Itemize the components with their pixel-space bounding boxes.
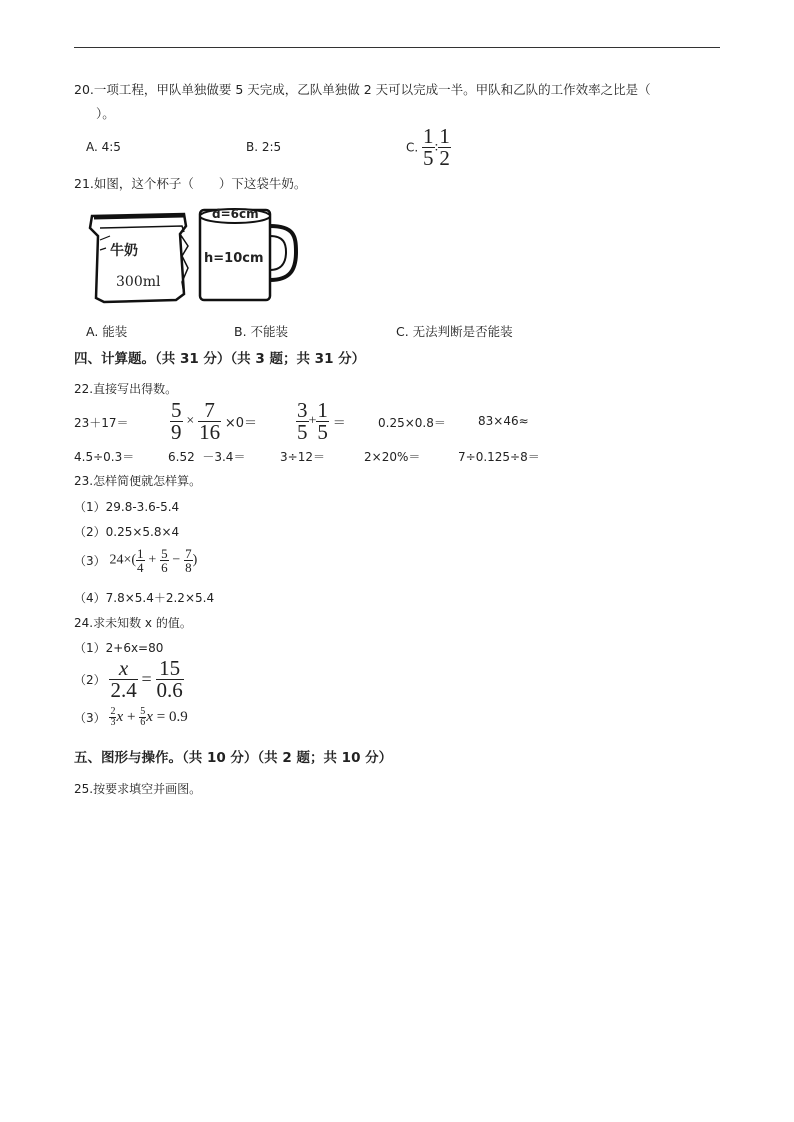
milk-label: 牛奶 [110, 243, 138, 259]
q22-expr-3: $\frac{3}{5}$ + $\frac{1}{5}$ ＝ [297, 398, 346, 444]
q20-stem-line2: ）。 [96, 106, 115, 121]
section-4-heading: 四、计算题。（共 31 分）（共 3 题；共 31 分） [74, 351, 366, 367]
q20-c-ratio-sign: : [434, 139, 439, 155]
q20-stem-line1: 20.一项工程，甲队单独做要 5 天完成，乙队单独做 2 天可以完成一半。甲队和乙队的工作效率之比是（ [74, 82, 651, 97]
cup-diameter-label: d=6cm [212, 207, 259, 221]
q22-expr-1: 23＋17＝ [74, 416, 129, 430]
q22-expr-2: $\frac{5}{9}$ × $\frac{7}{16}$ ×0＝ [171, 398, 258, 444]
q23-stem: 23.怎样简便就怎样算。 [74, 474, 202, 488]
q23-part-1: （1）29.8-3.6-5.4 [74, 500, 180, 514]
q21-option-a[interactable]: A. 能装 [86, 324, 128, 339]
header-rule [74, 47, 720, 48]
q22-expr-9: 2×20%＝ [364, 450, 421, 464]
q21-option-c[interactable]: C. 无法判断是否能装 [396, 324, 513, 339]
q20-c-den2: 2 [439, 146, 450, 170]
q24-part-2: （2） $\frac{x}{2.4}$ = $\frac{15}{0.6}$ [74, 656, 183, 702]
q22-expr-6: 4.5÷0.3＝ [74, 450, 135, 464]
q23-part-3: （3） 24×( $\frac{1}{4}$ + $\frac{5}{6}$ − $\frac{7}{8}$ ) [74, 546, 198, 575]
q22-expr-8: 3÷12＝ [280, 450, 325, 464]
q20-option-b[interactable]: B. 2:5 [246, 140, 282, 154]
q20-option-c[interactable] [406, 126, 451, 169]
q21-option-b[interactable]: B. 不能装 [234, 324, 289, 339]
cup-height-label: h=10cm [204, 251, 264, 266]
q22-expr-4: 0.25×0.8＝ [378, 416, 446, 430]
q23-part-2: （2）0.25×5.8×4 [74, 525, 180, 539]
q24-part-3: （3） $\frac{2}{3}$ x + $\frac{5}{6}$ x = 0.9 [74, 706, 188, 728]
q20-c-num2: 1 [439, 124, 450, 148]
milk-volume: 300ml [116, 274, 161, 290]
q20-option-a[interactable]: A. 4:5 [86, 140, 121, 154]
milk-bag-image [84, 206, 194, 306]
q25-stem: 25.按要求填空并画图。 [74, 782, 202, 796]
q20-c-den1: 5 [423, 146, 434, 170]
q22-expr-7: 6.52 －3.4＝ [168, 450, 246, 464]
q22-expr-10: 7÷0.125÷8＝ [458, 450, 540, 464]
q24-part-1: （1）2+6x=80 [74, 641, 164, 655]
q20-option-c-label: C. [406, 140, 419, 155]
q20-c-num1: 1 [423, 124, 434, 148]
q21-stem: 21.如图，这个杯子（ ）下这袋牛奶。 [74, 176, 307, 191]
q22-stem: 22.直接写出得数。 [74, 382, 178, 396]
section-5-heading: 五、图形与操作。（共 10 分）（共 2 题；共 10 分） [74, 750, 393, 766]
q24-stem: 24.求未知数 x 的值。 [74, 616, 192, 630]
q22-expr-5: 83×46≈ [478, 414, 529, 428]
q23-part-4: （4）7.8×5.4＋2.2×5.4 [74, 591, 215, 605]
